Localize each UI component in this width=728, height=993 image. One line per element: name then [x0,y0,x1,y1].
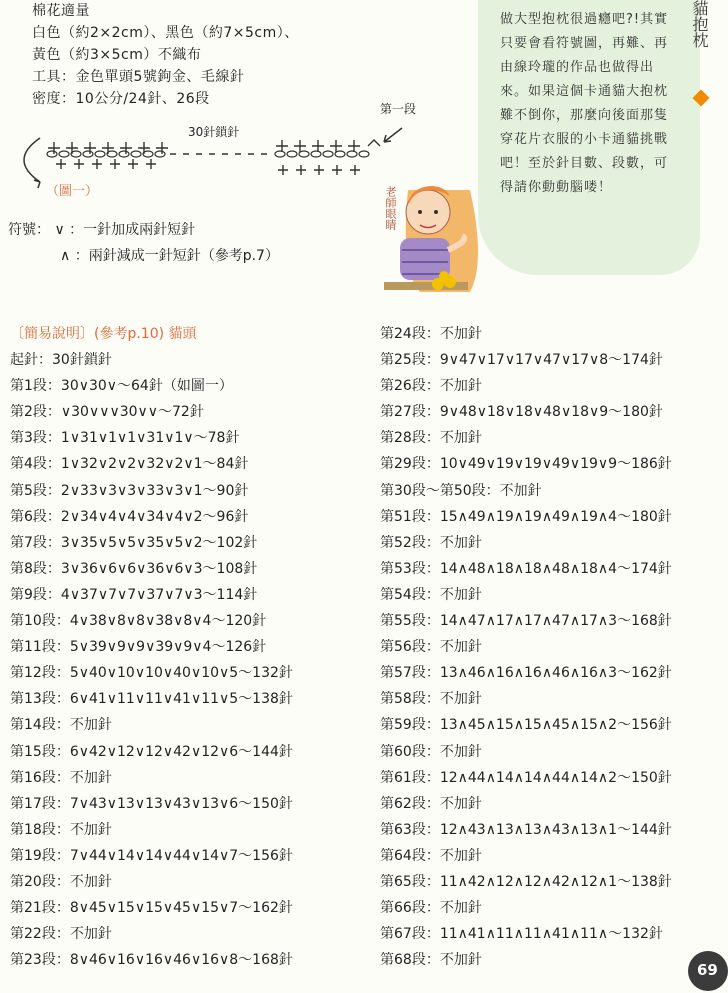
list-item: 第29段：10∨49∨19∨19∨49∨19∨9～186針 [380,456,672,473]
list-item: 第14段：不加針 [10,717,112,734]
list-item: 第61段：12∧44∧14∧14∧44∧14∧2～150針 [380,769,672,786]
list-item: 第57段：13∧46∧16∧16∧46∧16∧3～162針 [380,665,672,682]
decrease-symbol: ∧ [60,248,71,264]
tip-bubble-text: 做大型抱枕很過癮吧?!其實只要會看符號圖，再難、再由線玲瓏的作品也做得出來。如果這個卡通貓大抱枕難不倒你，那麼向後面那隻穿花片衣服的小卡通貓挑戰吧！至於針目數、段數，可得請你動動腦喽！ [500,12,669,195]
list-item: 第1段：30∨30∨～64針（如圖一） [10,378,233,395]
list-item: 第55段：14∧47∧17∧17∧47∧17∧3～168針 [380,613,672,630]
symbols-legend [8,220,195,240]
instructions-right [380,321,672,973]
list-item: 第6段：2∨34∨4∨4∨34∨4∨2～96針 [10,508,249,525]
section-heading: 〔簡易說明〕(參考p.10) 貓頭 [10,326,197,342]
increase-text: ：一針加成兩針短針 [69,222,196,238]
list-item: 第64段：不加針 [380,847,482,864]
materials-line: 黃色（約3×5cm）不織布 [32,47,202,63]
materials-line: 棉花適量 [32,3,90,19]
chain-ovals-left [47,151,165,157]
list-item: 第7段：3∨35∨5∨5∨35∨5∨2～102針 [10,534,258,551]
materials-line: 白色（約2×2cm）、黑色（約7×5cm）、 [32,25,299,41]
figure-label: （圖一） [46,184,99,199]
list-item: 第23段：8∨46∨16∨16∨46∨16∨8～168針 [10,952,293,969]
chain-ovals-right [275,151,369,157]
page-number: 69 [688,951,728,991]
teacher-label: 老師眼睛 [384,186,397,230]
first-row-arrow [384,128,402,142]
instructions-left [10,321,293,973]
list-item: 第4段：1∨32∨2∨2∨32∨2∨1～84針 [10,456,249,473]
list-item: 第60段：不加針 [380,743,482,760]
list-item: 第21段：8∨45∨15∨15∨45∨15∨7～162針 [10,900,293,917]
list-item: 起針：30針鎖針 [10,352,112,369]
list-item: 第2段：∨30∨∨∨30∨∨～72針 [10,404,204,421]
list-item: 第30段～第50段：不加針 [380,482,542,499]
list-item: 第10段：4∨38∨8∨8∨38∨8∨4～120針 [10,613,267,630]
list-item: 第15段：6∨42∨12∨12∨42∨12∨6～144針 [10,743,293,760]
list-item: 第20段：不加針 [10,873,112,890]
list-item: 第59段：13∧45∧15∧15∧45∧15∧2～156針 [380,717,672,734]
first-row-label: 第一段 [380,102,417,116]
list-item: 第12段：5∨40∨10∨10∨40∨10∨5～132針 [10,665,293,682]
list-item: 第27段：9∨48∨18∨18∨48∨18∨9～180針 [380,404,663,421]
list-item: 第28段：不加針 [380,430,482,447]
symbols-heading: 符號： [8,222,50,238]
side-title: 貓抱枕 [690,0,709,48]
teacher-illustration [384,186,478,292]
list-item: 第8段：3∨36∨6∨6∨36∨6∨3～108針 [10,560,258,577]
list-item: 第9段：4∨37∨7∨7∨37∨7∨3～114針 [10,586,258,603]
list-item: 第54段：不加針 [380,586,482,603]
list-item: 第65段：11∧42∧12∧12∧42∧12∧1～138針 [380,873,672,890]
list-item: 第68段：不加針 [380,952,482,969]
list-item: 第56段：不加針 [380,639,482,656]
list-item: 第53段：14∧48∧18∧18∧48∧18∧4～174針 [380,560,672,577]
list-item: 第11段：5∨39∨9∨9∨39∨9∨4～126針 [10,639,267,656]
list-item: 第18段：不加針 [10,821,112,838]
curve-arrow-left [24,138,40,182]
list-item: 第58段：不加針 [380,691,482,708]
list-item: 第22段：不加針 [10,926,112,943]
list-item: 第66段：不加針 [380,900,482,917]
list-item: 第51段：15∧49∧19∧19∧49∧19∧4～180針 [380,508,672,525]
chain-label: 30針鎖針 [188,125,240,139]
list-item: 第26段：不加針 [380,378,482,395]
list-item: 第17段：7∨43∨13∨13∨43∨13∨6～150針 [10,795,293,812]
list-item: 第67段：11∧41∧11∧11∧41∧11∧～132針 [380,926,663,943]
symbols-legend-2 [60,246,279,266]
increase-symbol: ∨ [54,222,65,238]
list-item: 第62段：不加針 [380,795,482,812]
list-item: 第5段：2∨33∨3∨3∨33∨3∨1～90針 [10,482,249,499]
materials-line: 密度：10公分/24針、26段 [32,91,210,107]
list-item: 第25段：9∨47∨17∨17∨47∨17∨8～174針 [380,352,663,369]
list-item: 第16段：不加針 [10,769,112,786]
list-item: 第3段：1∨31∨1∨1∨31∨1∨～78針 [10,430,240,447]
list-item: 第13段：6∨41∨11∨11∨41∨11∨5～138針 [10,691,293,708]
list-item: 第52段：不加針 [380,534,482,551]
decrease-text: ：兩針減成一針短針（參考p.7） [74,248,279,264]
list-item: 第63段：12∧43∧13∧13∧43∧13∧1～144針 [380,821,672,838]
list-item: 第19段：7∨44∨14∨14∨44∨14∨7～156針 [10,847,293,864]
materials-line: 工具：金色單頭5號鉤金、毛線針 [32,69,245,85]
list-item: 第24段：不加針 [380,326,482,342]
